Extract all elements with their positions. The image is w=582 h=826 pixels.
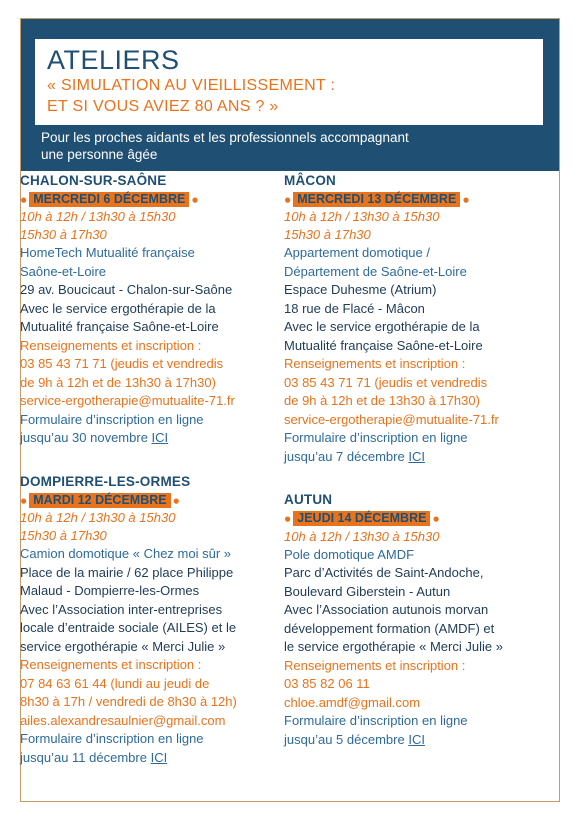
bullet-dot-icon: ● [432, 511, 440, 526]
form-text: Formulaire d’inscription en ligne [284, 430, 468, 446]
event-venue: Département de Saône-et-Loire [284, 263, 467, 279]
registration-label: Renseignements et inscription : [284, 356, 466, 372]
event-dompierre [20, 473, 275, 767]
form-text: Formulaire d’inscription en ligne [20, 731, 204, 747]
registration-hours: de 9h à 12h et de 13h30 à 17h30) [284, 393, 480, 409]
form-deadline-text: jusqu’au 30 novembre [20, 430, 148, 446]
form-deadline [20, 749, 275, 768]
event-date-badge: MERCREDI 6 DÉCEMBRE [29, 192, 189, 207]
registration-phone: 03 85 43 71 71 (jeudis et vendredis [20, 356, 224, 372]
form-deadline [284, 448, 539, 467]
event-autun [284, 491, 539, 749]
registration-label: Renseignements et inscription : [20, 657, 202, 673]
form-text: Formulaire d’inscription en ligne [284, 713, 468, 729]
title-box [35, 39, 543, 125]
form-link[interactable]: ICI [150, 749, 168, 765]
bullet-dot-icon: ● [284, 192, 292, 207]
event-partner: Avec le service ergothérapie de la [20, 300, 216, 316]
event-partner: service ergothérapie « Merci Julie » [20, 638, 226, 654]
event-date-line [20, 491, 275, 509]
registration-hours: 8h30 à 17h / vendredi de 8h30 à 12h) [20, 694, 237, 710]
event-city: MÂCON [284, 173, 336, 188]
audience-text [41, 129, 511, 163]
event-address: 29 av. Boucicaut - Chalon-sur-Saône [20, 282, 233, 298]
event-venue: Pole domotique AMDF [284, 546, 415, 562]
event-hours: 15h30 à 17h30 [20, 227, 107, 243]
form-link[interactable]: ICI [408, 731, 425, 747]
event-hours: 10h à 12h / 13h30 à 15h30 [20, 209, 176, 225]
event-macon [284, 172, 539, 466]
event-partner: Avec le service ergothérapie de la [284, 319, 480, 335]
bullet-dot-icon: ● [284, 511, 292, 526]
bullet-dot-icon: ● [172, 493, 180, 508]
event-city: AUTUN [284, 492, 333, 508]
header-banner [21, 19, 559, 171]
bullet-dot-icon: ● [20, 192, 28, 207]
event-partner: Avec l’Association autunois morvan [284, 602, 489, 618]
audience-line1: Pour les proches aidants et les professionnels accompagnant [41, 130, 409, 145]
event-date-line [284, 509, 539, 527]
event-venue: HomeTech Mutualité française [20, 245, 195, 261]
workshop-name-line2: ET SI VOUS AVIEZ 80 ANS ? » [47, 98, 279, 115]
registration-label: Renseignements et inscription : [284, 657, 466, 673]
registration-email[interactable]: chloe.amdf@gmail.com [284, 694, 421, 710]
form-deadline [20, 429, 275, 448]
audience-line2: une personne âgée [41, 147, 158, 162]
event-city: DOMPIERRE-LES-ORMES [20, 473, 191, 489]
workshop-name-line1: « SIMULATION AU VIEILLISSEMENT : [47, 77, 336, 94]
event-hours: 15h30 à 17h30 [284, 227, 371, 243]
event-address: Malaud - Dompierre-les-Ormes [20, 583, 200, 599]
event-address: 18 rue de Flacé - Mâcon [284, 300, 425, 316]
right-column [284, 172, 539, 757]
event-address: Espace Duhesme (Atrium) [284, 282, 437, 298]
event-address: Boulevard Giberstein - Autun [284, 583, 451, 599]
bullet-dot-icon: ● [191, 192, 199, 207]
form-link[interactable]: ICI [151, 430, 169, 446]
spacer [20, 456, 275, 473]
event-hours: 10h à 12h / 13h30 à 15h30 [284, 528, 440, 544]
event-city: CHALON-SUR-SAÔNE [20, 173, 167, 188]
event-address: Parc d’Activités de Saint-Andoche, [284, 565, 484, 581]
bullet-dot-icon: ● [20, 493, 28, 508]
form-deadline [284, 731, 539, 750]
registration-phone: 07 84 63 61 44 (lundi au jeudi de [20, 675, 210, 691]
event-date-line [284, 190, 539, 208]
event-partner: locale d’entraide sociale (AILES) et le [20, 620, 237, 636]
event-partner: Avec l’Association inter-entreprises [20, 601, 223, 617]
event-venue: Camion domotique « Chez moi sûr » [20, 546, 231, 562]
registration-email[interactable]: service-ergotherapie@mutualite-71.fr [20, 393, 235, 409]
bullet-dot-icon: ● [462, 192, 470, 207]
form-text: Formulaire d’inscription en ligne [20, 411, 204, 427]
event-date-badge: MARDI 12 DÉCEMBRE [29, 493, 170, 508]
event-venue: Saône-et-Loire [20, 263, 106, 279]
registration-phone: 03 85 82 06 11 [284, 676, 370, 692]
registration-phone: 03 85 43 71 71 (jeudis et vendredis [284, 374, 488, 390]
event-hours: 10h à 12h / 13h30 à 15h30 [20, 510, 176, 526]
spacer [284, 474, 539, 491]
event-partner: Mutualité française Saône-et-Loire [20, 319, 219, 335]
event-hours: 10h à 12h / 13h30 à 15h30 [284, 209, 440, 225]
event-hours: 15h30 à 17h30 [20, 528, 107, 544]
left-column [20, 172, 275, 775]
event-venue: Appartement domotique / [284, 245, 430, 261]
event-partner: Mutualité française Saône-et-Loire [284, 337, 483, 353]
form-link[interactable]: ICI [408, 448, 425, 464]
form-deadline-text: jusqu’au 5 décembre [284, 731, 405, 747]
form-deadline-text: jusqu’au 7 décembre [284, 448, 405, 464]
event-partner: le service ergothérapie « Merci Julie » [284, 639, 503, 655]
form-deadline-text: jusqu’au 11 décembre [20, 749, 147, 765]
event-date-line [20, 190, 275, 208]
event-address: Place de la mairie / 62 place Philippe [20, 564, 234, 580]
event-date-badge: MERCREDI 13 DÉCEMBRE [293, 192, 460, 207]
event-date-badge: JEUDI 14 DÉCEMBRE [293, 511, 430, 526]
registration-label: Renseignements et inscription : [20, 337, 202, 353]
registration-email[interactable]: ailes.alexandresaulnier@gmail.com [20, 712, 226, 728]
event-chalon [20, 172, 275, 448]
event-partner: développement formation (AMDF) et [284, 620, 495, 636]
registration-hours: de 9h à 12h et de 13h30 à 17h30) [20, 374, 216, 390]
registration-email[interactable]: service-ergotherapie@mutualite-71.fr [284, 411, 499, 427]
page-title: ATELIERS [47, 45, 180, 75]
